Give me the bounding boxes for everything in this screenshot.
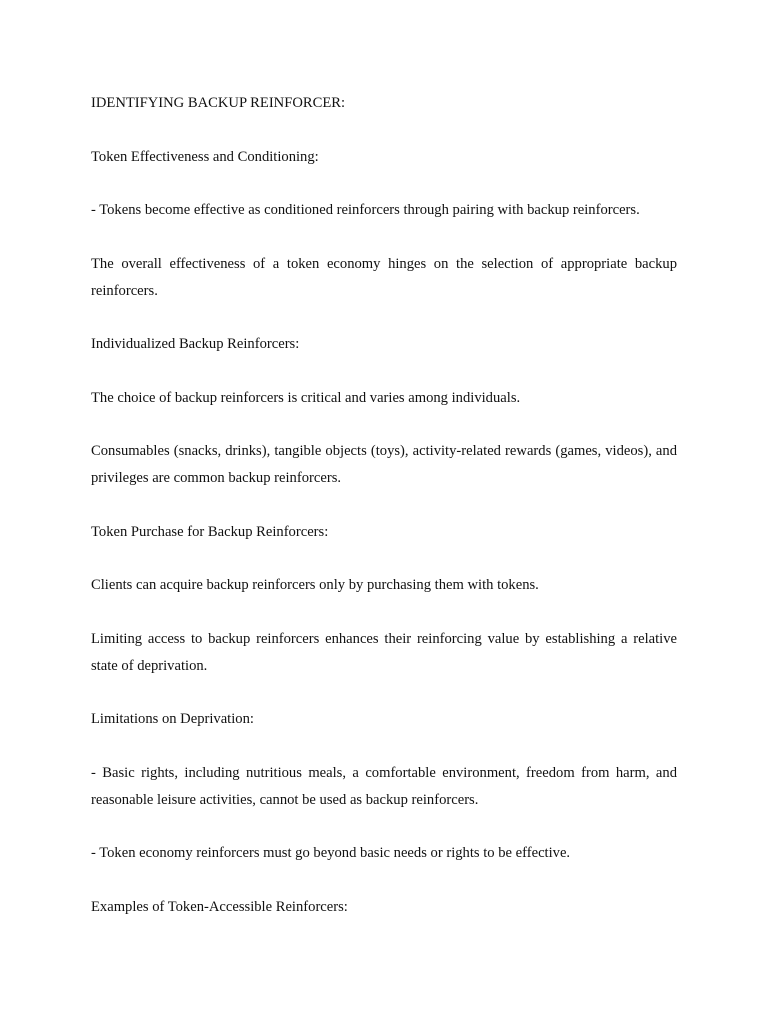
- paragraph: The choice of backup reinforcers is critical and varies among individuals.: [91, 389, 521, 406]
- paragraph: Clients can acquire backup reinforcers only by purchasing them with tokens.: [91, 577, 539, 593]
- section-heading-limitations: Limitations on Deprivation:: [91, 711, 254, 727]
- section-heading-individualized: Individualized Backup Reinforcers:: [91, 336, 300, 352]
- document-title: IDENTIFYING BACKUP REINFORCER:: [91, 95, 346, 111]
- paragraph: The overall effectiveness of a token economy hinges on the selection of appropriate backup reinforcers.: [91, 255, 677, 299]
- section-heading-token-purchase: Token Purchase for Backup Reinforcers:: [91, 523, 329, 540]
- paragraph: - Basic rights, including nutritious meals, a comfortable environment, freedom from harm, and reasonable leisure activities, cannot be used as backup reinforcers.: [91, 764, 677, 808]
- section-heading-token-effectiveness: Token Effectiveness and Conditioning:: [91, 148, 319, 165]
- paragraph: - Tokens become effective as conditioned reinforcers through pairing with backup reinforcers.: [91, 202, 640, 218]
- paragraph: Consumables (snacks, drinks), tangible objects (toys), activity-related rewards (games, videos), and privileges are common backup reinforcers.: [91, 443, 677, 486]
- document-body: [91, 90, 677, 947]
- section-heading-examples: Examples of Token-Accessible Reinforcers:: [91, 898, 348, 915]
- paragraph: - Token economy reinforcers must go beyond basic needs or rights to be effective.: [91, 845, 571, 861]
- paragraph: Limiting access to backup reinforcers enhances their reinforcing value by establishing a relative state of deprivation.: [91, 630, 677, 674]
